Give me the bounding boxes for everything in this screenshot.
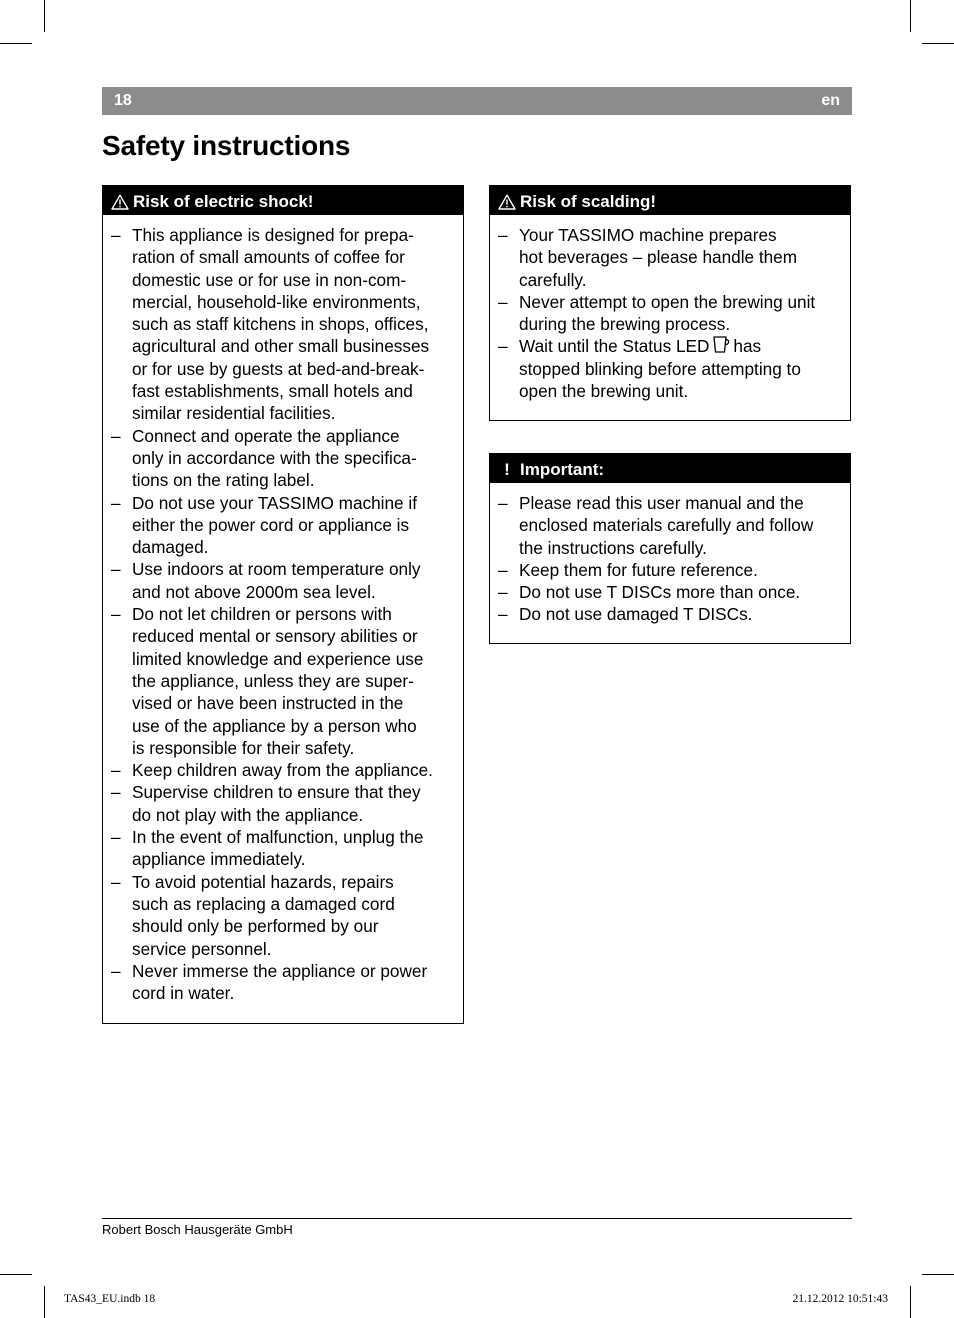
crop-mark (44, 0, 45, 32)
list-item: – This appliance is designed for prepa- ration of small amounts of coffee for domestic use or for use in non-com- mercial, household-like environments, such as staff kitchens in shops, offices, agricultural and other small businesses or for use by guests at bed-and-break- fast establishments, small hotels and similar residential facilities. (103, 224, 463, 425)
list-item: – Use indoors at room temperature only and not above 2000m sea level. (103, 558, 463, 603)
list-item: – Connect and operate the appliance only in accordance with the specifica- tions on the rating label. (103, 425, 463, 492)
page-number: 18 (114, 92, 132, 109)
footer-company: Robert Bosch Hausgeräte GmbH (102, 1222, 293, 1237)
crop-mark (0, 43, 32, 44)
list-item: – To avoid potential hazards, repairs such as replacing a damaged cord should only be performed by our service personnel. (103, 871, 463, 960)
cup-icon (711, 335, 731, 355)
warning-triangle-icon (111, 194, 129, 210)
list-item: – Do not let children or persons with reduced mental or sensory abilities or limited knowledge and experience use the appliance, unless they are super- vised or have been instructed in the use of the appliance by a person who is responsible for their safety. (103, 603, 463, 759)
electric-shock-warning-box (102, 185, 464, 1024)
list-item: – In the event of malfunction, unplug the appliance immediately. (103, 826, 463, 871)
important-notice-box (489, 453, 851, 644)
list-item: – Your TASSIMO machine prepares hot beverages – please handle them carefully. (490, 224, 850, 291)
list-item: – Keep children away from the appliance. (103, 759, 463, 781)
page-title: Safety instructions (102, 130, 351, 161)
list-item: – Do not use damaged T DISCs. (490, 603, 850, 625)
scalding-warning-box (489, 185, 851, 421)
list-item: – Please read this user manual and the enclosed materials carefully and follow the instructions carefully. (490, 492, 850, 559)
crop-mark (0, 1274, 32, 1275)
exclamation-icon: ! (504, 460, 510, 480)
list-item: – Do not use your TASSIMO machine if either the power cord or appliance is damaged. (103, 492, 463, 559)
print-timestamp-slug: 21.12.2012 10:51:43 (792, 1293, 888, 1305)
list-item: – Supervise children to ensure that they do not play with the appliance. (103, 781, 463, 826)
scalding-list (490, 215, 850, 402)
crop-mark (922, 43, 954, 44)
list-item: – Wait until the Status LED has stopped blinking before attempting to open the brewing unit. (490, 335, 850, 402)
print-file-slug: TAS43_EU.indb 18 (64, 1293, 156, 1305)
crop-mark (910, 0, 911, 32)
list-item: – Never attempt to open the brewing unit during the brewing process. (490, 291, 850, 336)
electric-shock-list (103, 215, 463, 1004)
important-heading: ! Important: (490, 454, 850, 483)
crop-mark (910, 1286, 911, 1318)
list-item: – Do not use T DISCs more than once. (490, 581, 850, 603)
crop-mark (922, 1274, 954, 1275)
page-header-bar (102, 87, 852, 115)
list-item: – Keep them for future reference. (490, 559, 850, 581)
footer-divider (102, 1218, 852, 1219)
language-code: en (821, 92, 840, 109)
warning-triangle-icon (498, 194, 516, 210)
list-item: – Never immerse the appliance or power cord in water. (103, 960, 463, 1005)
electric-shock-heading: Risk of electric shock! (103, 186, 463, 215)
scalding-heading: Risk of scalding! (490, 186, 850, 215)
important-list (490, 483, 850, 626)
crop-mark (44, 1286, 45, 1318)
